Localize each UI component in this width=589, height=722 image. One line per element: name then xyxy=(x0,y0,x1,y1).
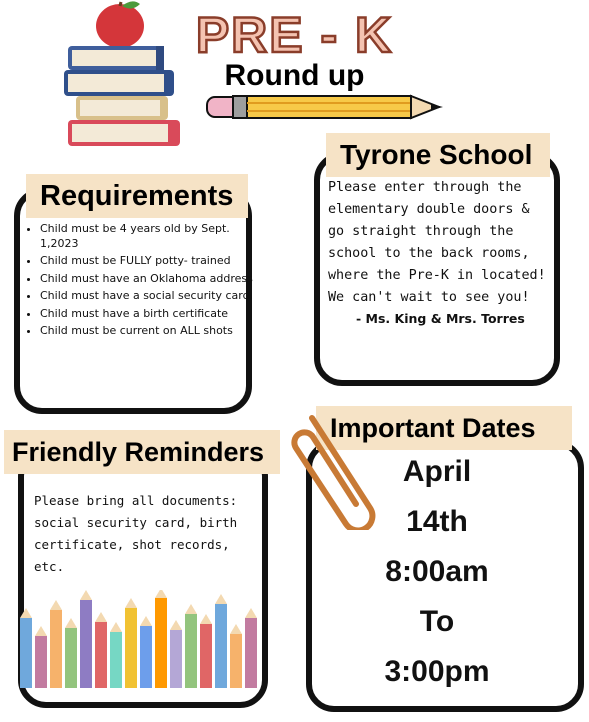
colored-pencil xyxy=(170,630,182,688)
pencil-tip xyxy=(110,622,122,632)
colored-pencil xyxy=(155,598,167,688)
date-month: April xyxy=(402,455,472,488)
signature: - Ms. King & Mrs. Torres xyxy=(356,311,525,326)
colored-pencil xyxy=(125,608,137,688)
school-directions: Please enter through the elementary double doors & go straight through the school to the back rooms, where the Pre-K in located! We can't wait to see you! xyxy=(328,180,546,305)
list-item: • Child must be FULLY potty- trained xyxy=(40,254,262,269)
pencil-tip xyxy=(35,626,47,636)
apple-books-icon xyxy=(58,0,188,162)
pencil-tip xyxy=(95,612,107,622)
pencil-tip xyxy=(20,608,32,618)
list-item: • Child must have a social security card. xyxy=(40,289,262,304)
list-item: • Child must have a birth certificate xyxy=(40,307,262,322)
colored-pencil xyxy=(140,626,152,688)
colored-pencil xyxy=(200,624,212,688)
pencil-tip xyxy=(50,600,62,610)
school-heading: Tyrone School xyxy=(326,133,550,177)
list-item: • Child must be current on ALL shots xyxy=(40,324,262,339)
reminders-text: Please bring all documents: social security card, birth certificate, shot records, etc. xyxy=(34,493,238,574)
pencil-tip xyxy=(215,594,227,604)
pencil-tip xyxy=(185,604,197,614)
colored-pencil xyxy=(230,634,242,688)
reminders-heading: Friendly Reminders xyxy=(4,430,280,474)
date-day: 14th xyxy=(406,505,468,538)
pencil-tip xyxy=(80,590,92,600)
colored-pencil xyxy=(215,604,227,688)
pencil-icon xyxy=(205,92,447,122)
requirements-list xyxy=(28,222,262,342)
colored-pencils-icon xyxy=(18,590,264,688)
paperclip-icon xyxy=(282,408,382,530)
colored-pencil xyxy=(185,614,197,688)
list-item: • Child must be 4 years old by Sept. 1,2023 xyxy=(40,222,262,251)
time-end: 3:00pm xyxy=(384,655,490,688)
pencil-tip xyxy=(155,590,167,598)
colored-pencil xyxy=(35,636,47,688)
colored-pencil xyxy=(65,628,77,688)
dates-heading: Important Dates xyxy=(316,406,572,450)
colored-pencil xyxy=(110,632,122,688)
requirements-heading: Requirements xyxy=(26,174,248,218)
page-subtitle: Round up xyxy=(224,59,365,92)
list-item: • Child must have an Oklahoma address xyxy=(40,272,262,287)
page-title: PRE - K xyxy=(195,7,394,63)
pencil-tip xyxy=(245,608,257,618)
colored-pencil xyxy=(95,622,107,688)
colored-pencil xyxy=(80,600,92,688)
pencil-tip xyxy=(200,614,212,624)
pencil-tip xyxy=(170,620,182,630)
colored-pencil xyxy=(245,618,257,688)
pencil-tip xyxy=(140,616,152,626)
time-separator: To xyxy=(419,605,455,638)
pencil-tip xyxy=(65,618,77,628)
pencil-tip xyxy=(230,624,242,634)
colored-pencil xyxy=(20,618,32,688)
colored-pencil xyxy=(50,610,62,688)
pencil-tip xyxy=(125,598,137,608)
time-start: 8:00am xyxy=(385,555,489,588)
